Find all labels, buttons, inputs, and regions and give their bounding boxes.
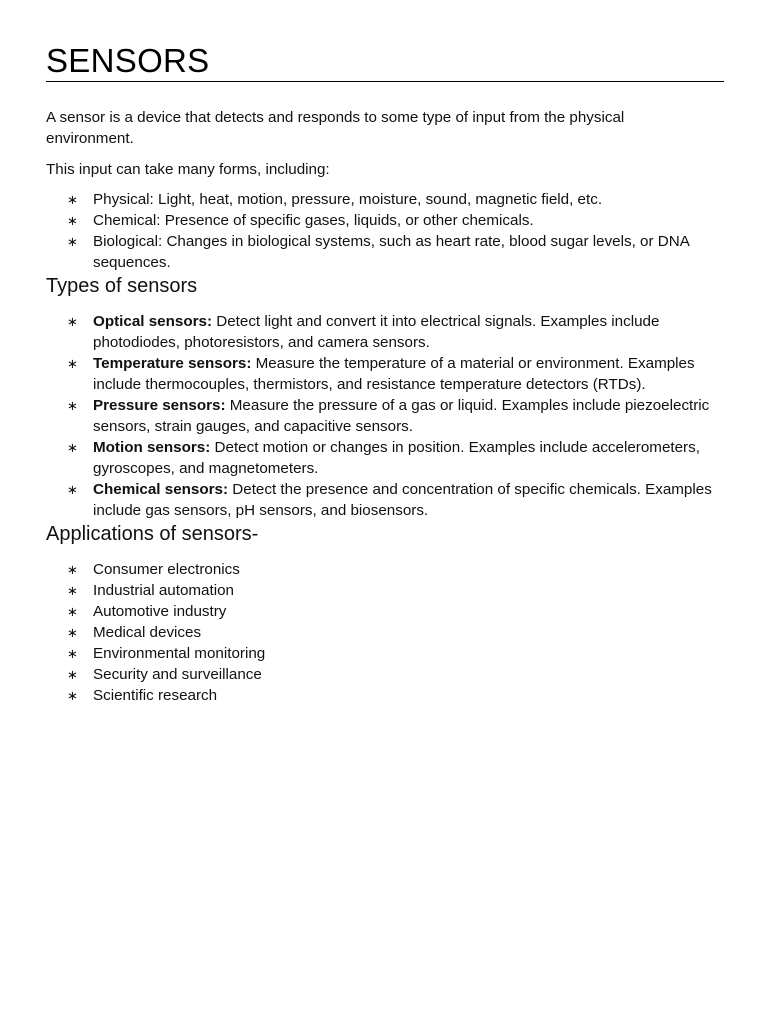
list-item-text: Security and surveillance [93,666,262,683]
list-item [46,353,716,395]
list-item-text: Medical devices [93,624,202,641]
forms-lead-paragraph: This input can take many forms, including: [46,161,330,178]
list-item-text: Environmental monitoring [93,645,266,662]
sensor-type-term: Temperature sensors: [93,355,252,372]
list-item [46,210,716,231]
list-item [46,231,716,273]
title-divider [46,81,724,82]
sensor-type-term: Motion sensors: [93,439,211,456]
sensor-type-description: Measure the temperature of a material or environment. Examples include thermocouples, thermistors, and resistance temperature detectors (RTDs). [93,355,695,393]
list-item-text: Physical: Light, heat, motion, pressure, moisture, sound, magnetic field, etc. [93,191,603,208]
list-item [46,685,716,706]
sensor-type-description: Detect light and convert it into electrical signals. Examples include photodiodes, photoresistors, and camera sensors. [93,313,660,351]
list-item-text: Biological: Changes in biological systems, such as heart rate, blood sugar levels, or DNA sequences. [93,233,689,271]
applications-list [46,559,716,706]
input-forms-list [46,189,716,273]
definition-paragraph: A sensor is a device that detects and responds to some type of input from the physical environment. [46,109,625,147]
bullet-icon: ∗ [67,314,78,329]
list-item-text: Chemical: Presence of specific gases, liquids, or other chemicals. [93,212,534,229]
bullet-icon: ∗ [67,625,78,640]
bullet-icon: ∗ [67,213,78,228]
list-item [46,189,716,210]
sensor-type-term: Optical sensors: [93,313,213,330]
list-item-text: Industrial automation [93,582,234,599]
sensor-type-description: Detect the presence and concentration of specific chemicals. Examples include gas sensors, pH sensors, and biosensors. [93,481,712,519]
list-item [46,479,716,521]
list-item [46,664,716,685]
applications-heading: Applications of sensors- [46,523,259,545]
list-item [46,437,716,479]
bullet-icon: ∗ [67,440,78,455]
sensor-type-term: Chemical sensors: [93,481,229,498]
bullet-icon: ∗ [67,583,78,598]
bullet-icon: ∗ [67,356,78,371]
list-item-text: Scientific research [93,687,218,704]
bullet-icon: ∗ [67,667,78,682]
list-item [46,311,716,353]
sensor-type-term: Pressure sensors: [93,397,226,414]
list-item [46,622,716,643]
types-heading: Types of sensors [46,275,198,297]
bullet-icon: ∗ [67,192,78,207]
list-item-text: Consumer electronics [93,561,240,578]
sensor-type-description: Detect motion or changes in position. Examples include accelerometers, gyroscopes, and magnetometers. [93,439,700,477]
document-body [46,107,716,706]
bullet-icon: ∗ [67,688,78,703]
list-item [46,643,716,664]
list-item [46,601,716,622]
list-item-text: Automotive industry [93,603,227,620]
bullet-icon: ∗ [67,398,78,413]
bullet-icon: ∗ [67,604,78,619]
list-item [46,395,716,437]
bullet-icon: ∗ [67,482,78,497]
bullet-icon: ∗ [67,234,78,249]
page-title: SENSORS [46,42,210,79]
sensor-types-list [46,311,716,521]
list-item [46,559,716,580]
bullet-icon: ∗ [67,562,78,577]
sensor-type-description: Measure the pressure of a gas or liquid. Examples include piezoelectric sensors, strain gauges, and capacitive sensors. [93,397,710,435]
bullet-icon: ∗ [67,646,78,661]
list-item [46,580,716,601]
